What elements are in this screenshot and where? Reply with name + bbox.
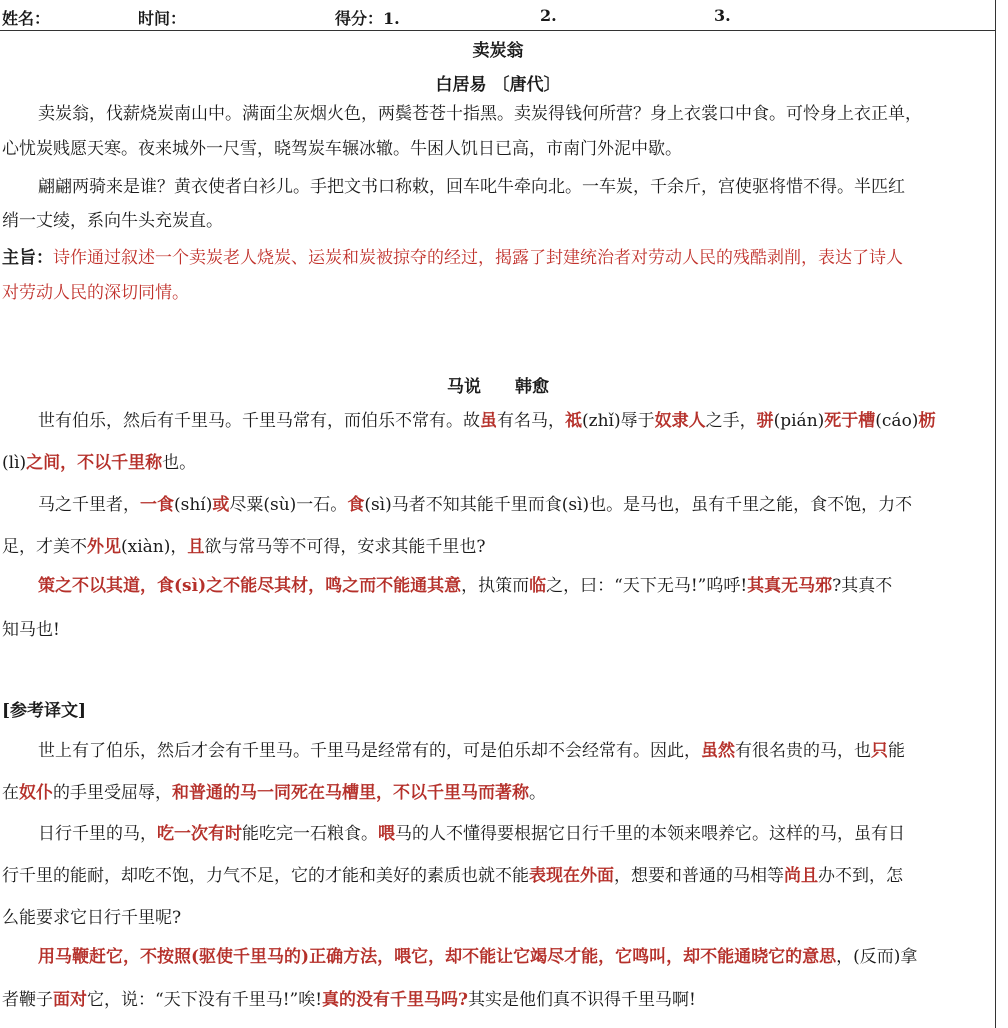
highlight-span: 外见 (87, 537, 121, 557)
highlight-span: 面对 (53, 990, 87, 1010)
text-span: 马的人不懂得要根据它日行千里的本领来喂养它。这样的马，虽有日 (395, 824, 905, 844)
highlight-span: 吃一次有时 (157, 824, 242, 844)
text-span: (sì)马者不知其能千里而食(sì)也。是马也，虽有千里之能，食不饱，力不 (364, 495, 913, 515)
text-span: (xiàn)， (121, 537, 188, 557)
text-line (2, 992, 984, 1009)
theme-label: 主旨： (2, 248, 53, 268)
highlight-span: 骈 (756, 411, 774, 431)
text-span: (pián) (773, 411, 825, 431)
text-span: 之，曰：“天下无马!”呜呼! (546, 576, 748, 596)
text-line (2, 826, 984, 843)
text-span: 足，才美不 (2, 537, 87, 557)
score-3-label: 3. (714, 6, 731, 25)
text-line (2, 539, 984, 556)
time-label: 时间： (138, 9, 187, 28)
highlight-span: 真的没有千里马吗? (322, 990, 469, 1010)
score-2-label: 2. (540, 6, 557, 25)
text-span: 在 (2, 783, 19, 803)
highlight-span: 表现在外面 (529, 866, 614, 886)
highlight-span: 死于槽 (824, 411, 876, 431)
highlight-span: 临 (529, 576, 547, 596)
poem-paragraph-2 (2, 179, 984, 230)
highlight-span: 喂 (378, 824, 395, 844)
text-span: 有名马， (497, 411, 565, 431)
text-span: 马之千里者， (38, 495, 140, 515)
poem-author: 白居易 〔唐代〕 (435, 75, 561, 95)
score-label: 得分：1. (335, 9, 400, 28)
text-line (2, 455, 984, 472)
poem-theme (2, 250, 984, 302)
poem-paragraph-1 (2, 106, 984, 158)
text-span: 行千里的能耐，却吃不饱，力气不足，它的才能和美好的素质也就不能 (2, 866, 529, 886)
highlight-span: 祗 (565, 411, 582, 431)
text-line: 么能要求它日行千里呢? (2, 908, 182, 928)
text-span: ?其真不 (832, 576, 893, 596)
essay-paragraph-1 (2, 413, 984, 472)
highlight-span: 和普通的马一同死在马槽里，不以千里马而著称 (172, 783, 529, 803)
highlight-span: 策之不以其道，食(sì)之不能尽其材，鸣之而不能通其意 (38, 576, 462, 596)
poem-title: 卖炭翁 (472, 41, 524, 61)
highlight-span: 用马鞭赶它，不按照(驱使千里马的)正确方法，喂它，却不能让它竭尽才能，它鸣叫，却不能通晓它的意思 (38, 947, 837, 967)
highlight-span: 其真无马邪 (747, 576, 833, 596)
text-line (2, 578, 984, 595)
text-span: 日行千里的马， (38, 824, 157, 844)
text-span: 也。 (162, 453, 197, 473)
text-span: 者鞭子 (2, 990, 53, 1010)
highlight-span: 一食 (140, 495, 174, 515)
highlight-span: 尚且 (784, 866, 818, 886)
highlight-span: 或 (212, 495, 230, 515)
text-line: 卖炭翁，伐薪烧炭南山中。满面尘灰烟火色，两鬓苍苍十指黑。卖炭得钱何所营？身上衣裳口中食。可怜身上衣正单， (38, 104, 922, 124)
text-line (2, 413, 984, 430)
text-span: 它，说：“天下没有千里马!”唉! (87, 990, 323, 1010)
text-span: 欲与常马等不可得，安求其能千里也? (204, 537, 486, 557)
name-label: 姓名： (2, 9, 51, 28)
text-span: ，(反而)拿 (836, 947, 918, 967)
highlight-span: 之间，不以千里称 (26, 453, 163, 473)
text-line (2, 949, 984, 966)
text-span: 其实是他们真不识得千里马啊! (468, 990, 696, 1010)
text-line: 绡一丈绫，系向牛头充炭直。 (2, 211, 223, 231)
text-line: 知马也! (2, 620, 60, 640)
text-span: ，执策而 (461, 576, 530, 596)
text-line (2, 250, 984, 267)
text-line: 翩翩两骑来是谁？黄衣使者白衫儿。手把文书口称敕，回车叱牛牵向北。一车炭，千余斤，宫使驱将惜不得。半匹红 (38, 177, 905, 197)
essay-paragraph-2 (2, 497, 984, 556)
text-span: 办不到，怎 (818, 866, 903, 886)
essay-title: 马说 韩愈 (447, 377, 549, 397)
text-line (2, 497, 984, 514)
highlight-span: 奴隶人 (654, 411, 706, 431)
text-span: 世上有了伯乐，然后才会有千里马。千里马是经常有的，可是伯乐却不会经常有。因此， (38, 741, 701, 761)
text-line (2, 743, 984, 760)
text-line (2, 868, 984, 885)
highlight-span: 虽然 (701, 741, 735, 761)
highlight-span: 食 (347, 495, 365, 515)
text-span: 的手里受屈辱， (53, 783, 172, 803)
text-line (2, 785, 984, 802)
text-span: (cáo) (875, 411, 919, 431)
theme-text: 诗作通过叙述一个卖炭老人烧炭、运炭和炭被掠夺的经过，揭露了封建统治者对劳动人民的残酷剥削，表达了诗人 (53, 248, 903, 268)
text-span: (zhǐ)辱于 (582, 411, 655, 431)
text-span: 之手， (705, 411, 757, 431)
translation-paragraph-1 (2, 743, 984, 802)
text-span: 世有伯乐，然后有千里马。千里马常有，而伯乐不常有。故 (38, 411, 480, 431)
text-span: 有很名贵的马，也 (735, 741, 871, 761)
highlight-span: 奴仆 (19, 783, 53, 803)
text-span: ，想要和普通的马相等 (614, 866, 784, 886)
highlight-span: 枥 (918, 411, 936, 431)
text-span: 能 (888, 741, 905, 761)
translation-label-para (2, 703, 984, 720)
text-span: 能吃完一石粮食。 (242, 824, 378, 844)
text-span: (shí) (174, 495, 213, 515)
highlight-span: 只 (871, 741, 888, 761)
text-span: 。 (529, 783, 546, 803)
highlight-span: 且 (187, 537, 205, 557)
text-line: 心忧炭贱愿天寒。夜来城外一尺雪，晓驾炭车辗冰辙。牛困人饥日已高，市南门外泥中歇。 (2, 139, 682, 159)
text-span: 尽粟(sù)一石。 (229, 495, 348, 515)
text-span: (lì) (2, 453, 27, 473)
essay-paragraph-3 (2, 578, 984, 639)
translation-label: [参考译文] (2, 701, 87, 721)
text-line: 对劳动人民的深切同情。 (2, 283, 189, 303)
translation-paragraph-2 (2, 826, 984, 927)
translation-paragraph-3 (2, 949, 984, 1009)
highlight-span: 虽 (480, 411, 497, 431)
header-row (0, 0, 996, 31)
